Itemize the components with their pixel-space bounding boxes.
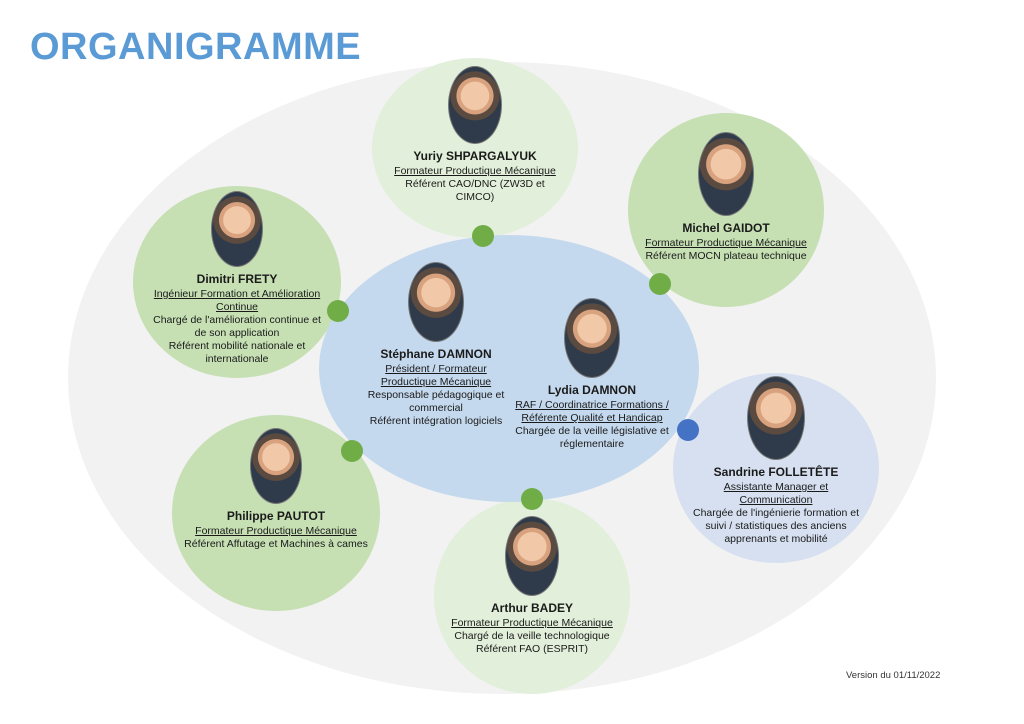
person-name: Lydia DAMNON	[547, 383, 637, 397]
page-title: ORGANIGRAMME	[30, 26, 362, 68]
connector-dot-arthur	[521, 488, 543, 510]
version-label: Version du 01/11/2022	[846, 670, 941, 681]
avatar-dimitri	[211, 191, 263, 267]
avatar-philippe	[250, 428, 302, 504]
person-lydia	[510, 298, 674, 451]
connector-dot-dimitri	[327, 300, 349, 322]
person-name: Yuriy SHPARGALYUK	[413, 149, 537, 163]
avatar-sandrine	[747, 376, 805, 460]
person-role: Ingénieur Formation et Amélioration Continue	[153, 288, 321, 313]
connector-dot-michel	[649, 273, 671, 295]
person-name: Stéphane DAMNON	[380, 347, 492, 361]
person-detail: Référent Affutage et Machines à cames	[184, 538, 368, 550]
avatar-yuriy	[448, 66, 502, 144]
person-role: Président / Formateur Productique Mécanique	[380, 363, 492, 388]
person-role: Formateur Productique Mécanique	[645, 237, 807, 249]
person-name: Dimitri FRETY	[196, 272, 278, 286]
person-philippe	[184, 428, 368, 551]
person-arthur	[444, 516, 620, 656]
person-name: Sandrine FOLLETÊTE	[713, 465, 839, 479]
person-detail: Responsable pédagogique et commercial	[367, 389, 505, 414]
person-name: Michel GAIDOT	[682, 221, 770, 235]
person-yuriy	[390, 66, 560, 204]
person-detail: Référent CAO/DNC (ZW3D et CIMCO)	[405, 178, 545, 203]
avatar-arthur	[505, 516, 559, 596]
person-role: Formateur Productique Mécanique	[451, 617, 613, 629]
person-stephane	[366, 262, 506, 428]
person-detail: Chargée de la veille législative et réglementaire	[515, 425, 669, 450]
person-role: Assistante Manager et Communication	[723, 481, 829, 506]
person-name: Philippe PAUTOT	[226, 509, 326, 523]
person-detail: Chargée de l'ingénierie formation et suivi / statistiques des anciens apprenants et mobilité	[692, 507, 860, 545]
person-detail: Référent MOCN plateau technique	[645, 250, 807, 262]
avatar-lydia	[564, 298, 620, 378]
person-detail: Chargé de l'amélioration continue et de son application	[153, 314, 321, 339]
person-detail: Référent intégration logiciels	[369, 415, 503, 427]
avatar-stephane	[408, 262, 464, 342]
person-detail: Référent FAO (ESPRIT)	[475, 643, 589, 655]
connector-dot-yuriy	[472, 225, 494, 247]
person-michel	[636, 132, 816, 263]
person-detail: Chargé de la veille technologique	[454, 630, 610, 642]
person-role: Formateur Productique Mécanique	[195, 525, 357, 537]
avatar-michel	[698, 132, 754, 216]
person-sandrine	[686, 376, 866, 546]
person-role: Formateur Productique Mécanique	[394, 165, 556, 177]
person-detail: Référent mobilité nationale et internationale	[168, 340, 306, 365]
person-name: Arthur BADEY	[490, 601, 573, 615]
person-dimitri	[150, 191, 324, 366]
person-role: RAF / Coordinatrice Formations / Référente Qualité et Handicap	[515, 399, 669, 424]
